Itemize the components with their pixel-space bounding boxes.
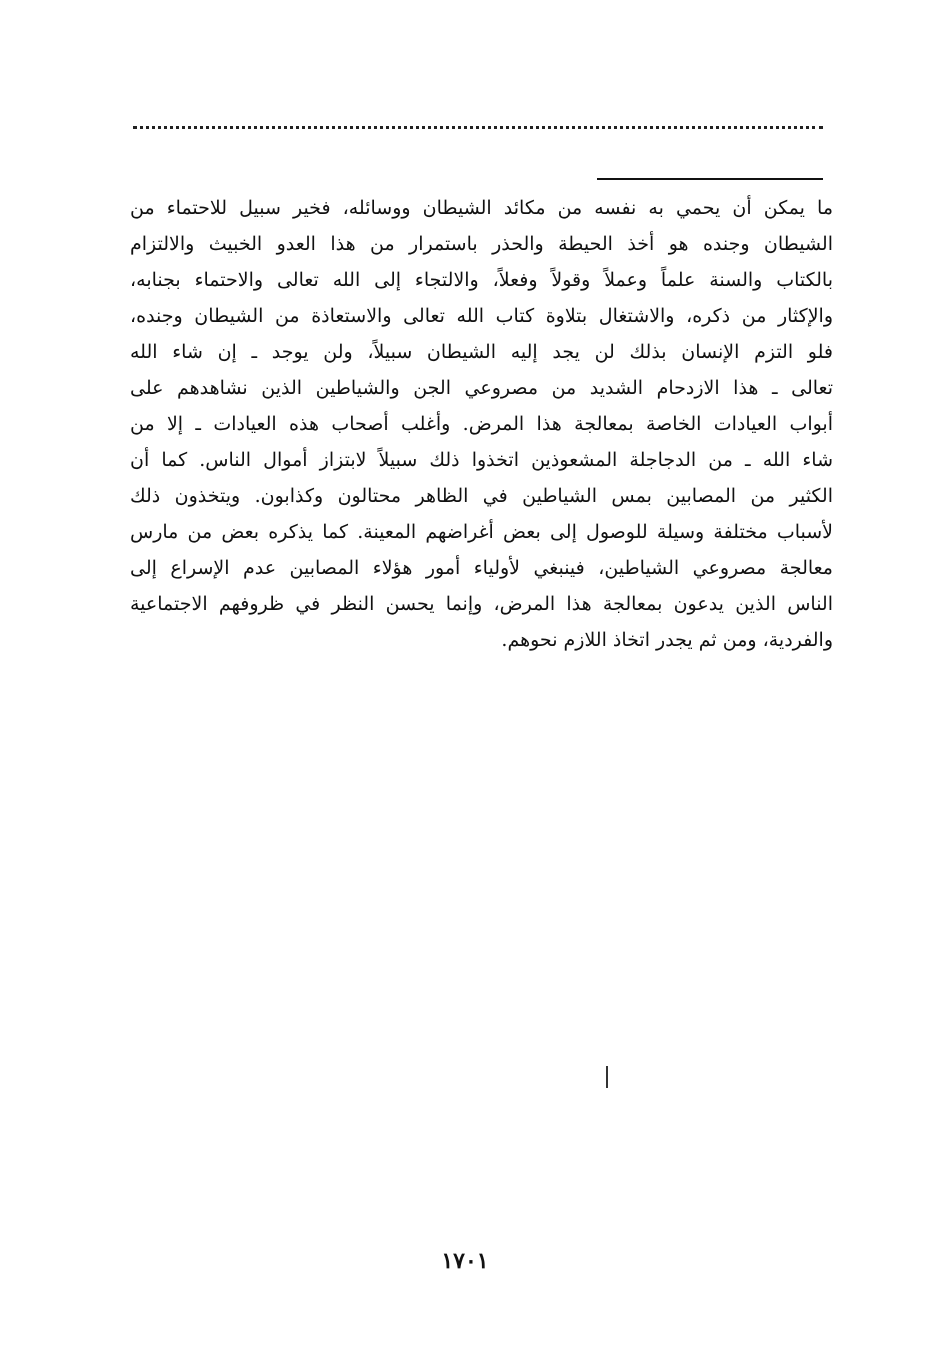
text-line: أبواب العيادات الخاصة بمعالجة هذا المرض. وأغلب أصحاب هذه العيادات ـ إلا من (130, 413, 833, 435)
text-line: الكثير من المصابين بمس الشياطين في الظاهر محتالون وكذابون. ويتخذون ذلك (130, 485, 833, 507)
page-number: ١٧٠١ (441, 1248, 489, 1274)
footnote-rule (597, 178, 823, 180)
stray-mark (606, 1066, 608, 1088)
dotted-separator (133, 126, 823, 129)
body-paragraph (130, 190, 833, 658)
text-line: الناس الذين يدعون بمعالجة هذا المرض، وإنما يحسن النظر في ظروفهم الاجتماعية (130, 593, 833, 615)
text-line: والفردية، ومن ثم يجدر اتخاذ اللازم نحوهم. (501, 629, 833, 651)
text-line: والإكثار من ذكره، والاشتغال بتلاوة كتاب الله تعالى والاستعاذة من الشيطان وجنده، (130, 305, 833, 327)
text-line: معالجة مصروعي الشياطين، فينبغي لأولياء أمور هؤلاء المصابين عدم الإسراع إلى (130, 557, 833, 579)
text-line: تعالى ـ هذا الازدحام الشديد من مصروعي الجن والشياطين الذين نشاهدهم على (130, 377, 833, 399)
text-line: ما يمكن أن يحمي به نفسه من مكائد الشيطان ووسائله، فخير سبيل للاحتماء من (130, 197, 833, 219)
text-line: شاء الله ـ من الدجاجلة المشعوذين اتخذوا ذلك سبيلاً لابتزاز أموال الناس. كما أن (130, 449, 833, 471)
text-line: بالكتاب والسنة علماً وعملاً وقولاً وفعلاً، والالتجاء إلى الله تعالى والاحتماء بجنابه، (130, 269, 833, 291)
text-line: لأسباب مختلفة وسيلة للوصول إلى بعض أغراضهم المعينة. كما يذكره بعض من مارس (130, 521, 833, 543)
text-line: الشيطان وجنده هو أخذ الحيطة والحذر باستمرار من هذا العدو الخبيث والالتزام (130, 233, 833, 255)
text-line: فلو التزم الإنسان بذلك لن يجد إليه الشيطان سبيلاً، ولن يوجد ـ إن شاء الله (130, 341, 833, 363)
